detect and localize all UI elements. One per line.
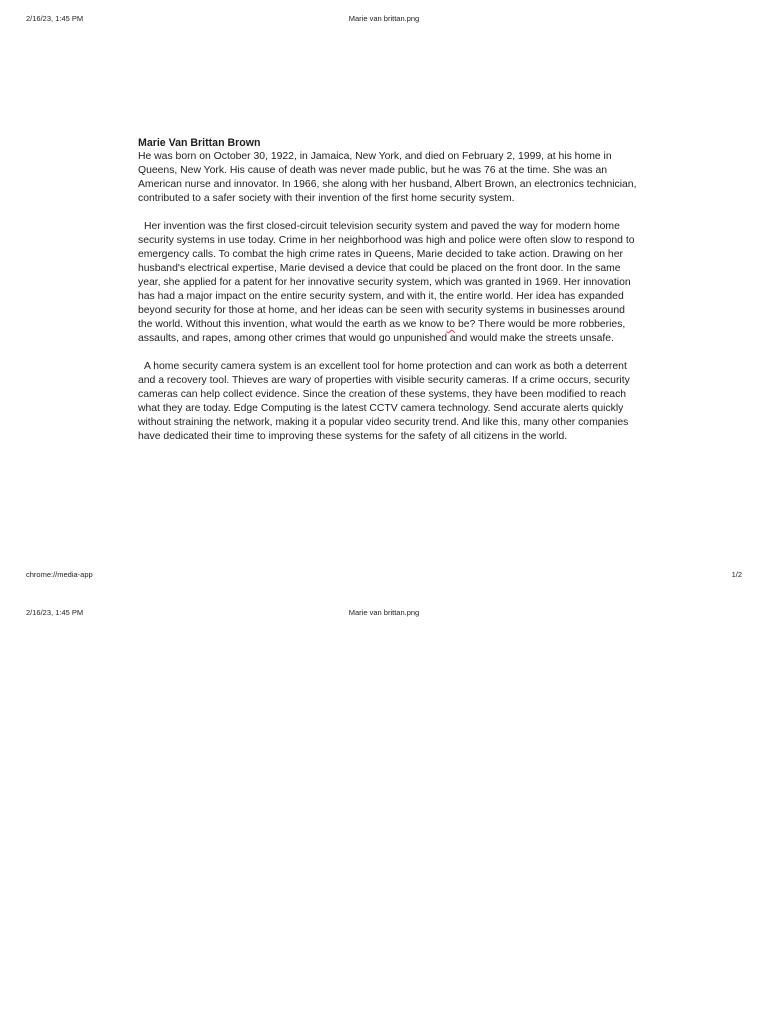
paragraph-2 — [138, 220, 638, 346]
page-number: 1/2 — [731, 570, 742, 579]
paragraph-2-text-start: Her invention was the first closed-circuit television security system and paved the way for modern home security systems in use today. Crime in her neighborhood was high and police were often slow to respond to emergency calls. To combat the high crime rates in Queens, Marie decided to take action. Drawing on her husband's electrical expertise, Marie devised a device that could be placed on the front door. In the same year, she applied for a patent for her innovative security system, which was granted in 1969. Her innovation has had a major impact on the entire security system, and with it, the entire world. Her idea has expanded beyond security for those at home, and her ideas can be seen with security systems in businesses around the world. Without this invention, what would the earth as we know — [138, 221, 635, 330]
paragraph-3: A home security camera system is an excellent tool for home protection and can work as both a deterrent and a recovery tool. Thieves are wary of properties with visible security cameras. If a crime occurs, security cameras can help collect evidence. Since the creation of these systems, they have been modified to reach what they are today. Edge Computing is the latest CCTV camera technology. Send accurate alerts quickly without straining the network, making it a popular video security trend. And like this, many other companies have dedicated their time to improving these systems for the safety of all citizens in the world. — [138, 361, 630, 442]
paragraph-1: He was born on October 30, 1922, in Jamaica, New York, and died on February 2, 1999, at his home in Queens, New York. His cause of death was never made public, but he was 76 at the time. She was an American nurse and innovator. In 1966, she along with her husband, Albert Brown, an electronics technician, contributed to a safer society with their invention of the first home security system. — [138, 151, 637, 204]
print-footer — [26, 570, 742, 580]
document-title: Marie Van Brittan Brown — [138, 137, 261, 149]
print-date-page-2: 2/16/23, 1:45 PM — [26, 608, 84, 617]
spellcheck-flagged-word: to — [446, 319, 456, 330]
print-url: chrome://media-app — [26, 570, 93, 579]
paragraph-2-text-end: be? There would be more robberies, assaults, and rapes, among other crimes that would go unpunished and would make the streets unsafe. — [138, 319, 626, 344]
print-date: 2/16/23, 1:45 PM — [26, 14, 84, 23]
document-body — [138, 136, 638, 458]
print-document-title: Marie van brittan.png — [348, 14, 420, 23]
print-document-title-page-2: Marie van brittan.png — [348, 608, 420, 617]
print-header-page-2 — [26, 608, 742, 618]
print-header — [26, 14, 742, 24]
